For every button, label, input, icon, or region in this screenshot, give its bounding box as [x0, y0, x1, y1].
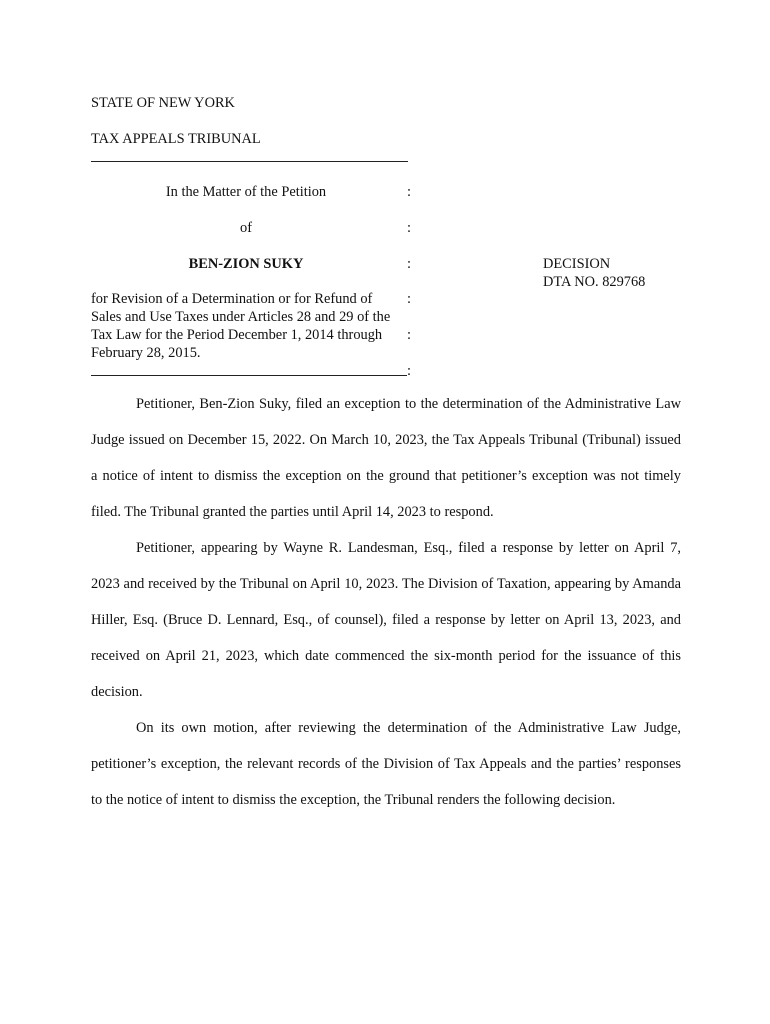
body-paragraph: Petitioner, appearing by Wayne R. Landesman, Esq., filed a response by letter on April 7, 2023 and received by the Tribunal on April 10, 2023. The Division of Taxation, appearing by Amanda Hiller, Esq. (Bruce D. Lennard, Esq., of counsel), filed a response by letter on April 13, 2023, and received on April 21, 2023, which date commenced the six-month period for the issuance of this decision.: [91, 540, 681, 700]
tribunal-heading: TAX APPEALS TRIBUNAL: [91, 131, 261, 147]
caption-relief: [91, 290, 413, 362]
caption-top-rule: [91, 161, 408, 162]
caption-colon: :: [407, 256, 411, 272]
body-paragraph: Petitioner, Ben-Zion Suky, filed an exception to the determination of the Administrative Law Judge issued on December 15, 2022. On March 10, 2023, the Tax Appeals Tribunal (Tribunal) issued a notice of intent to dismiss the exception on the ground that petitioner’s exception was not timely filed. The Tribunal granted the parties until April 14, 2023 to respond.: [91, 396, 681, 520]
caption-colon: :: [407, 220, 411, 236]
relief-line: February 28, 2015.: [91, 345, 201, 361]
relief-line: Tax Law for the Period December 1, 2014 through: [91, 327, 383, 343]
caption-matter: In the Matter of the Petition: [165, 184, 327, 200]
decision-label: DECISION: [543, 256, 611, 272]
body-paragraph: On its own motion, after reviewing the determination of the Administrative Law Judge, petitioner’s exception, the relevant records of the Division of Tax Appeals and the parties’ responses to the notice of intent to dismiss the exception, the Tribunal renders the following decision.: [91, 720, 681, 808]
decision-number: DTA NO. 829768: [543, 274, 646, 290]
relief-line: for Revision of a Determination or for Refund of: [91, 291, 373, 307]
caption-colon: :: [407, 291, 411, 307]
caption-bottom-rule: [91, 375, 407, 376]
relief-line: Sales and Use Taxes under Articles 28 and 29 of the: [91, 309, 391, 325]
petitioner-name: BEN-ZION SUKY: [188, 256, 304, 272]
caption-colon: :: [407, 184, 411, 200]
caption-colon: :: [407, 363, 411, 379]
decision-body: [91, 386, 681, 818]
state-heading: STATE OF NEW YORK: [91, 95, 235, 111]
caption-of: of: [240, 220, 252, 236]
decision-block: [543, 255, 645, 291]
caption-colon: :: [407, 327, 411, 343]
